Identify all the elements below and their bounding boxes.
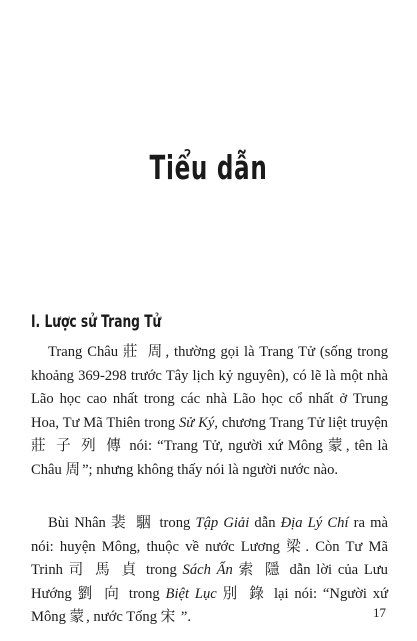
p2-text-11: ”. [177, 609, 192, 626]
p1-han-3: 蒙 [327, 438, 346, 455]
section-heading: I. Lược sử Trang Tử [31, 312, 162, 332]
p2-text-7: dẫn lời của Lưu Hướng [31, 562, 388, 602]
p2-text-2: trong [154, 515, 196, 531]
p2-text-3: dẫn [249, 515, 281, 531]
p2-han-1: 裴 駰 [111, 515, 155, 531]
p1-han-1: 莊 周 [122, 344, 166, 360]
p2-text-1: Bùi Nhân [48, 515, 111, 531]
p2-italic-3: Sách Ẩn [182, 562, 233, 579]
p2-text-6: trong [140, 562, 183, 579]
page-number: 17 [373, 605, 386, 620]
paragraph-1 [31, 341, 388, 483]
page-title: Tiểu dẫn [149, 148, 268, 187]
p2-text-5: . Còn Tư Mã Trinh [31, 538, 388, 579]
p1-text-3: , chương Trang Tử liệt truyện [214, 414, 388, 431]
p2-han-3: 司 馬 貞 [68, 562, 141, 579]
p1-han-2: 莊 子 列 傳 [31, 438, 125, 455]
p2-italic-2: Địa Lý Chí [280, 515, 349, 531]
p1-text-5: , tên là Châu [31, 438, 388, 478]
p2-han-5: 劉 向 [77, 585, 124, 602]
p1-han-4: 周 [65, 461, 83, 478]
p2-text-4: ra mà nói: huyện Mông, thuộc về nước Lương [31, 515, 388, 555]
p2-han-7: 蒙 [69, 609, 87, 626]
p2-text-10: , nước Tống [86, 609, 161, 626]
paragraph-2 [31, 512, 388, 630]
p2-han-4: 索 隱 [238, 562, 284, 579]
p1-text-6: ”; nhưng không thấy nói là người nước nào. [82, 461, 339, 478]
p1-text-4: nói: “Trang Tử, người xứ Mông [124, 438, 328, 455]
p2-italic-4: Biệt Lục [165, 585, 217, 602]
p1-text-1: Trang Châu [48, 344, 123, 360]
p2-han-8: 宋 [160, 609, 178, 626]
p2-text-9: lại nói: “Người xứ Mông [31, 585, 388, 626]
p2-italic-1: Tập Giải [195, 515, 250, 531]
p2-han-6: 別 錄 [222, 585, 269, 602]
p1-italic-1: Sử Ký [179, 414, 215, 431]
p1-text-2: , thường gọi là Trang Tử (sống trong khoảng 369-298 trước Tây lịch kỷ nguyên), có lẽ là một nhà Lão học cao nhất trong các nhà Lão học cổ nhất ở Trung Hoa, Tư Mã Thiên trong [31, 344, 388, 431]
p2-text-8: trong [123, 585, 166, 602]
p2-han-2: 梁 [286, 538, 306, 555]
